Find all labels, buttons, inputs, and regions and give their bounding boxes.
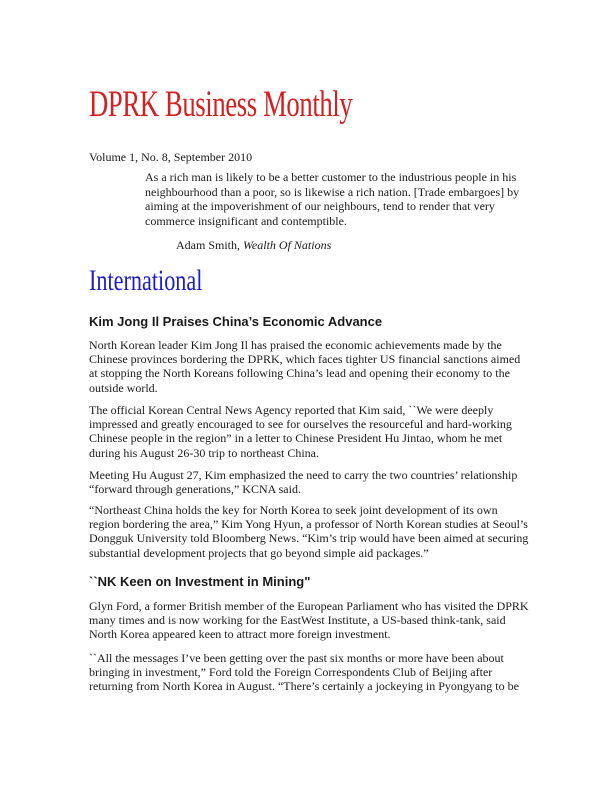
epigraph-attribution [176, 238, 331, 252]
article-headline: ``NK Keen on Investment in Mining" [89, 574, 311, 589]
article-paragraph: North Korean leader Kim Jong Il has praised the economic achievements made by the Chinese provinces bordering the DPRK, which faces tighter US financial sanctions aimed at stopping the North Koreans following China’s lead and opening their economy to the outside world. [89, 338, 521, 395]
article-paragraph: Meeting Hu August 27, Kim emphasized the need to carry the two countries’ relationship “forward through generations,” KCNA said. [89, 468, 518, 497]
issue-info: Volume 1, No. 8, September 2010 [89, 150, 253, 164]
section-title: International [89, 264, 203, 297]
article-headline: Kim Jong Il Praises China’s Economic Advance [89, 314, 383, 329]
article-paragraph: “Northeast China holds the key for North Korea to seek joint development of its own region bordering the area,” Kim Yong Hyun, a professor of North Korean studies at Seoul’s Dongguk University told Bloomberg News. “Kim’s trip would have been aimed at securing substantial development projects that go beyond simple aid packages.” [89, 503, 529, 560]
masthead-title: DPRK Business Monthly [89, 84, 353, 125]
epigraph-author: Adam Smith, [176, 238, 241, 252]
epigraph-work: Wealth Of Nations [243, 238, 332, 252]
article-paragraph: Glyn Ford, a former British member of the European Parliament who has visited the DPRK many times and is now working for the EastWest Institute, a US-based think-tank, said North Korea appeared keen to attract more foreign investment. [89, 599, 529, 642]
article-paragraph: ``All the messages I’ve been getting over the past six months or more have been about bringing in investment,” Ford told the Foreign Correspondents Club of Beijing after returning from North Korea in August. “There’s certainly a jockeying in Pyongyang to be [89, 651, 519, 694]
epigraph-quote: As a rich man is likely to be a better customer to the industrious people in his neighbourhood than a poor, so is likewise a rich nation. [Trade embargoes] by aiming at the impoverishment of our neighbours, tend to render that very commerce insignificant and contemptible. [145, 170, 520, 228]
article-paragraph: The official Korean Central News Agency reported that Kim said, ``We were deeply impressed and greatly encouraged to see for ourselves the resourceful and hard-working Chinese people in the region” in a letter to Chinese President Hu Jintao, whom he met during his August 26-30 trip to northeast China. [89, 403, 512, 460]
